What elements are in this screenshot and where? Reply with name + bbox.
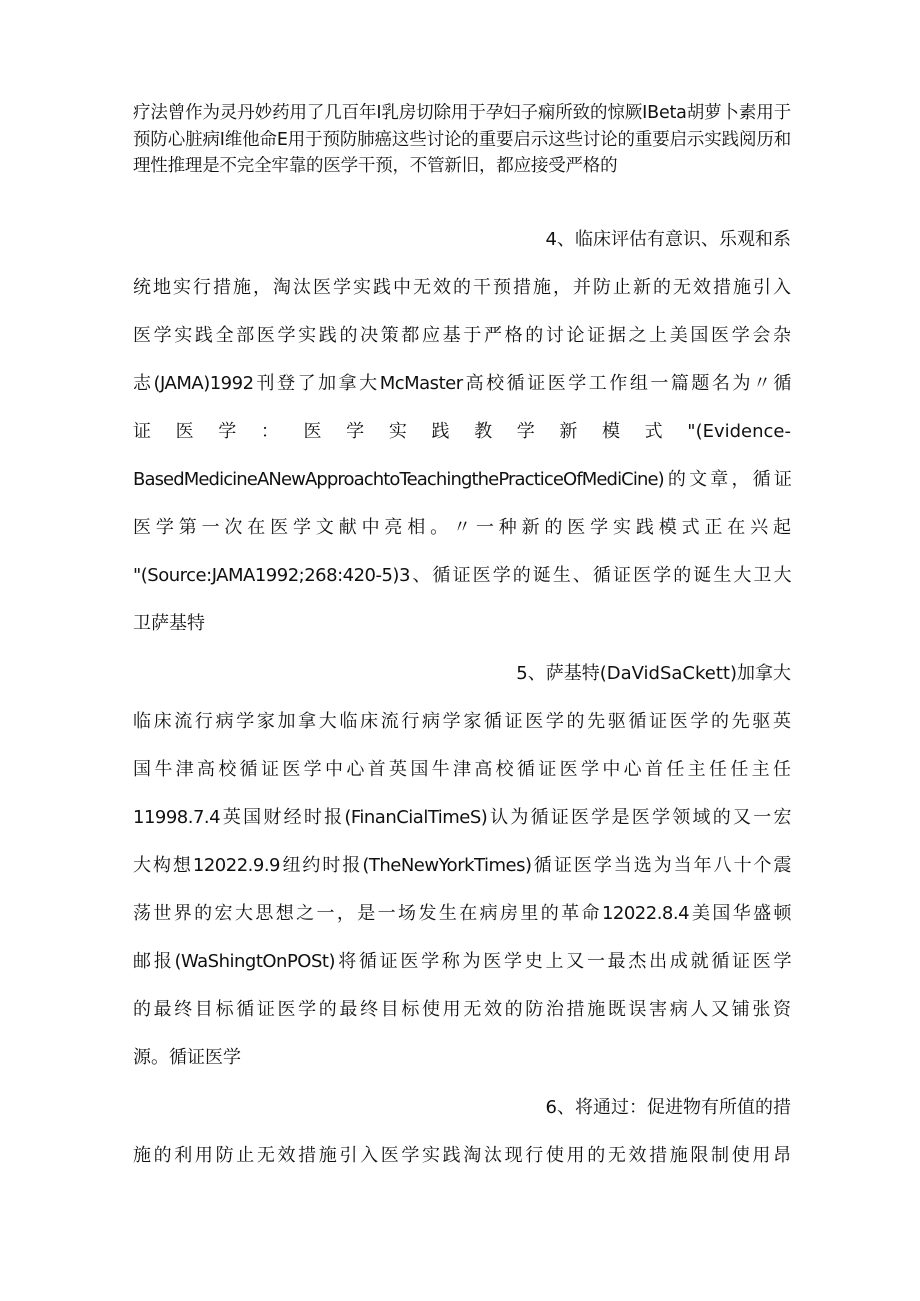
body-line-10: 国牛津高校循证医学中心首英国牛津高校循证医学中心首任主任任主任: [133, 759, 791, 780]
body-line-14: 邮报(WaShingtOnPOSt)将循证医学称为医学史上又一最杰出成就循证医学: [133, 951, 791, 972]
body-line-7: "(Source:JAMA1992;268:420-5)3、循证医学的诞生、循证医学的诞生大卫大: [133, 565, 791, 586]
body-line-9: 临床流行病学家加拿大临床流行病学家循证医学的先驱循证医学的先驱英: [133, 711, 791, 732]
body-line-16: 源。循证医学: [133, 1047, 241, 1068]
paragraph-5-heading: 5、萨基特(DaVidSaCkett)加拿大: [516, 663, 791, 684]
body-line-1: 统地实行措施，淘汰医学实践中无效的干预措施，并防止新的无效措施引入: [133, 277, 791, 298]
body-line-17: 施的利用防止无效措施引入医学实践淘汰现行使用的无效措施限制使用昂: [133, 1145, 791, 1166]
body-line-13: 荡世界的宏大思想之一，是一场发生在病房里的革命12022.8.4美国华盛顿: [133, 903, 791, 924]
body-line-5: BasedMedicineANewApproachtoTeachingthePracticeOfMediCine)的文章，循证: [133, 469, 791, 490]
body-line-8: 卫萨基特: [133, 613, 205, 634]
paragraph-4-heading: 4、临床评估有意识、乐观和系: [545, 229, 791, 250]
paragraph-6-heading: 6、将通过：促进物有所值的措: [545, 1097, 791, 1118]
body-line-12: 大构想12022.9.9纽约时报(TheNewYorkTimes)循证医学当选为当年八十个震: [133, 855, 791, 876]
body-line-3: 志(JAMA)1992刊登了加拿大McMaster高校循证医学工作组一篇题名为〃循: [133, 373, 791, 394]
body-line-2: 医学实践全部医学实践的决策都应基于严格的讨论证据之上美国医学会杂: [133, 325, 791, 346]
body-line-15: 的最终目标循证医学的最终目标使用无效的防治措施既误害病人又铺张资: [133, 999, 791, 1020]
body-line-4: 证 医 学 ： 医 学 实 践 教 学 新 模 式 "(Evidence-: [133, 421, 791, 442]
intro-paragraph: 疗法曾作为灵丹妙药用了几百年I乳房切除用于孕妇子痫所致的惊厥IBeta胡萝卜素用于预防心脏病I维他命E用于预防肺癌这些讨论的重要启示这些讨论的重要启示实践阅历和理性推理是不完全牢靠的医学干预，不管新旧，都应接受严格的: [133, 103, 791, 176]
body-line-6: 医学第一次在医学文献中亮相。〃一种新的医学实践模式正在兴起: [133, 517, 791, 538]
body-line-11: 11998.7.4英国财经时报(FinanCialTimeS)认为循证医学是医学领域的又一宏: [133, 807, 791, 828]
